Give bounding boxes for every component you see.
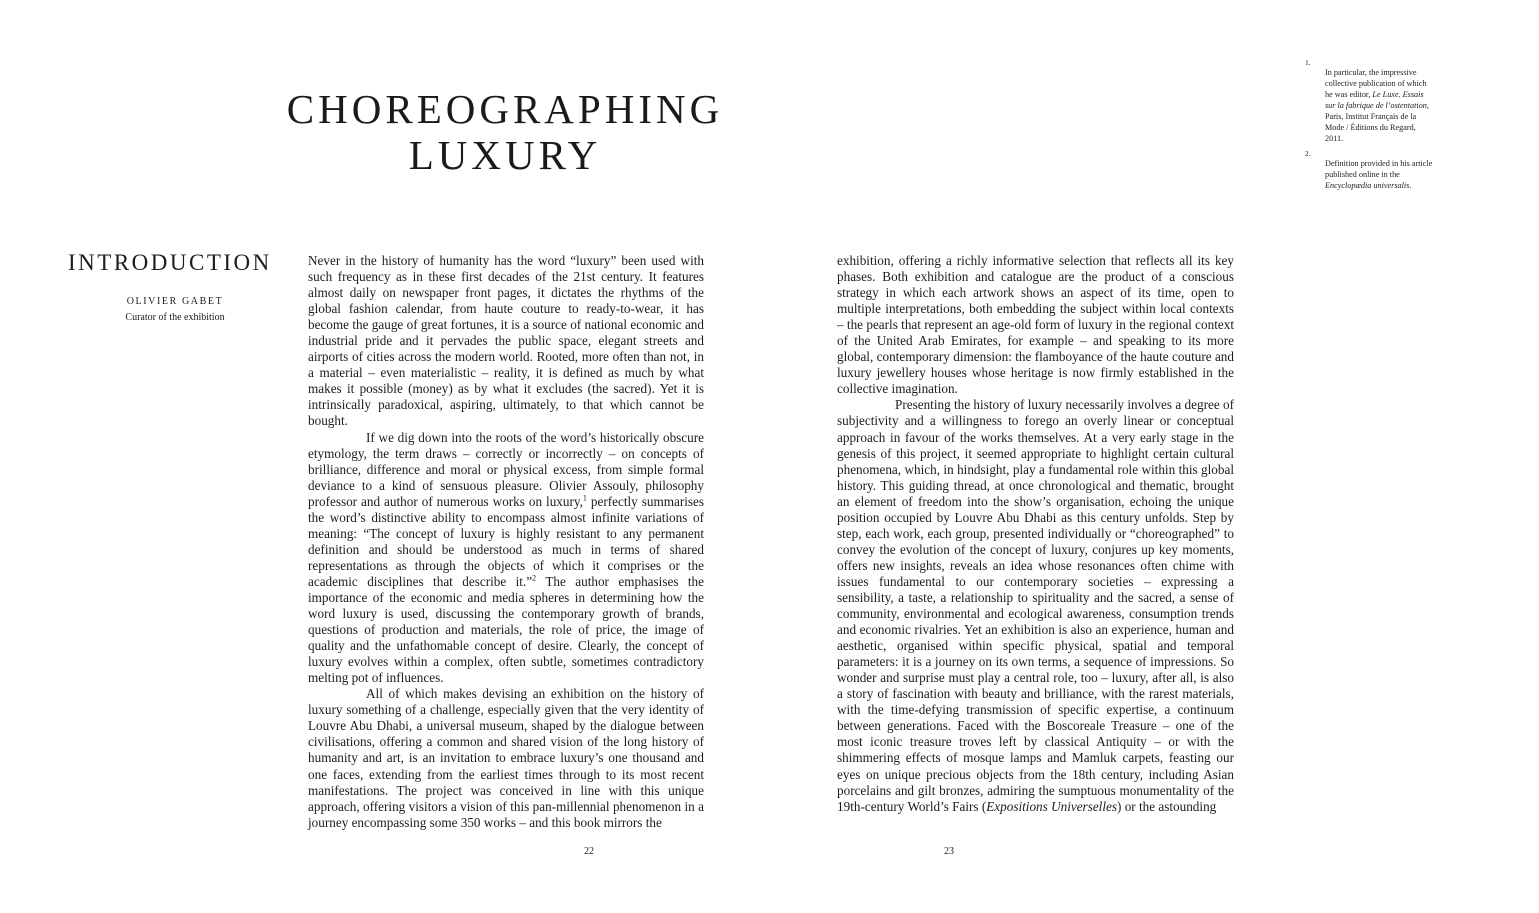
footnote-ref-1[interactable]: 1 bbox=[582, 493, 587, 503]
paragraph: exhibition, offering a richly informative selection that reflects all its key phases. Both exhibition and catalogue are the product of a conscious strategy in which each artwork shows an aspect of its time, open to multiple interpretations, both embedding the subject within local contexts – the pearls that represent an age-old form of luxury in the regional context of the United Arab Emirates, for example – and speaking to its more global, contemporary dimension: the flamboyance of the haute couture and luxury jewellery houses whose heritage is now firmly established in the collective imagination. bbox=[837, 253, 1234, 397]
footnote-number: 2. bbox=[1305, 149, 1311, 158]
paragraph-text: ) or the astounding bbox=[1117, 798, 1217, 814]
paragraph-text: Presenting the history of luxury necessarily involves a degree of subjectivity and a willingness to forego an overly linear or conceptual approach in favour of the works themselves. At a very early stage in the genesis of this project, it seemed appropriate to highlight certain cultural phenomena, which, in hindsight, play a fundamental role within this global history. This guiding thread, at once chronological and thematic, brought an element of freedom into the show’s organisation, echoing the unique position occupied by Louvre Abu Dhabi as this century unfolds. Step by step, each work, each group, presented individually or “choreographed” to convey the evolution of the concept of luxury, conjures up key moments, offers new insights, reveals an idea whose resonances often chime with issues fundamental to our contemporary societies – expressing a sensibility, a taste, a relationship to spirituality and the sacred, a sense of community, environmental and ecological awareness, consumption trends and economic rivalries. Yet an exhibition is also an experience, human and aesthetic, organised within specific physical, spatial and temporal parameters: it is a journey on its own terms, a sequence of impressions. So wonder and surprise must play a central role, too – luxury, after all, is also a story of fascination with beauty and brilliance, with the rarest materials, with the time-defying transmission of specific expertise, a continuum between generations. Faced with the Boscoreale Treasure – one of the most iconic treasure troves left by classical Antiquity – or with the shimmering effects of mosque lamps and Mamluk carpets, feasting our eyes on unique precious objects from the 18th century, including Asian porcelains and gilt bronzes, admiring the sumptuous monumentality of the 19th-century World’s Fairs ( bbox=[837, 397, 1234, 814]
footnotes bbox=[1305, 57, 1435, 195]
footnote bbox=[1305, 148, 1435, 191]
section-heading: INTRODUCTION bbox=[68, 250, 272, 275]
italic-title: Expositions Universelles bbox=[986, 798, 1117, 814]
author-role: Curator of the exhibition bbox=[125, 312, 225, 323]
title-line-1: CHOREOGRAPHING bbox=[286, 86, 724, 132]
author-name: OLIVIER GABET bbox=[126, 296, 224, 307]
footnote-text-part: , Paris, Institut Français de la Mode / Éditions du Regard, 2011. bbox=[1325, 101, 1429, 143]
footnote-text bbox=[1325, 57, 1435, 144]
title-line-2: LUXURY bbox=[408, 132, 602, 178]
page-number-left: 22 bbox=[584, 846, 594, 857]
footnote-text-part: Definition provided in his article published online in the bbox=[1325, 159, 1433, 179]
footnote-number: 1. bbox=[1305, 58, 1311, 67]
footnote-text-part: In particular, the impressive collective publication of which he was editor, bbox=[1325, 68, 1427, 99]
page-title bbox=[240, 86, 770, 178]
paragraph: All of which makes devising an exhibition on the history of luxury something of a challenge, especially given that the very identity of Louvre Abu Dhabi, a universal museum, shaped by the dialogue between civilisations, offering a common and shared vision of the long history of humanity and art, is an invitation to embrace luxury’s one thousand and one faces, extending from the earliest times through to its most recent manifestations. The project was conceived in line with this unique approach, offering visitors a vision of this pan-millennial phenomenon in a journey encompassing some 350 works – and this book mirrors the bbox=[308, 686, 704, 830]
left-text-column bbox=[308, 253, 704, 831]
paragraph-text: perfectly summarises the word’s distinctive ability to encompass almost infinite variations of meaning: “The concept of luxury is highly resistant to any permanent definition and should be understood as much in terms of shared representations as through the objects of which it comprises or the academic disciplines that describe it.” bbox=[308, 493, 704, 589]
footnote-italic: Encyclopædia universalis bbox=[1325, 181, 1410, 190]
paragraph bbox=[308, 430, 704, 687]
footnote-text bbox=[1325, 148, 1435, 191]
footnote-text-part: . bbox=[1409, 181, 1412, 190]
right-text-column bbox=[837, 253, 1234, 815]
paragraph bbox=[837, 397, 1234, 814]
paragraph-text: The author emphasises the importance of the economic and media spheres in determining how the word luxury is used, discussing the contemporary growth of brands, questions of production and materials, the role of price, the image of quality and the unfathomable concept of desire. Clearly, the concept of luxury evolves within a complex, often subtle, sometimes contradictory melting pot of influences. bbox=[308, 573, 704, 686]
paragraph-text: If we dig down into the roots of the word’s historically obscure etymology, the term draws – correctly or incorrectly – on concepts of brilliance, difference and moral or physical excess, from simple formal deviance to a kind of sensuous pleasure. Olivier Assouly, philosophy professor and author of numerous works on luxury, bbox=[308, 429, 704, 509]
footnote bbox=[1305, 57, 1435, 144]
paragraph: Never in the history of humanity has the word “luxury” been used with such frequency as in these first decades of the 21st century. It features almost daily on newspaper front pages, it dictates the rhythms of the global fashion calendar, from haute couture to ready-to-wear, it has become the gauge of great fortunes, it is a source of national economic and industrial pride and it pervades the public space, elegant streets and airports of cities across the modern world. Rooted, more often than not, in a material – even materialistic – reality, it is defined as much by what makes it possible (money) as by what it excludes (the sacred). Yet it is intrinsically paradoxical, aspiring, ultimately, to that which cannot be bought. bbox=[308, 253, 704, 429]
page-number-right: 23 bbox=[944, 846, 954, 857]
footnote-ref-2[interactable]: 2 bbox=[532, 573, 537, 583]
footnote-italic: Le Luxe. Essais sur la fabrique de l’ostentation bbox=[1325, 90, 1427, 110]
